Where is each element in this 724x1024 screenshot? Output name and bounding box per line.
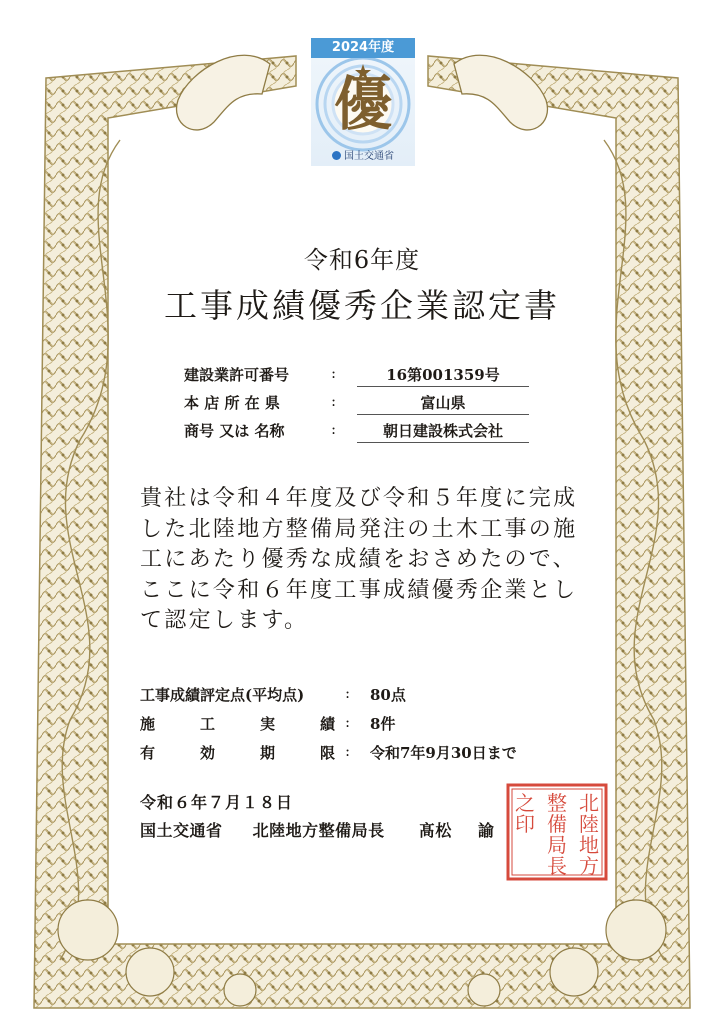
license-label: 建設業許可番号 (184, 366, 290, 384)
prefecture-value: 富山県 (420, 394, 466, 412)
body-line: ここに令和６年度工事成績優秀企業とし (140, 577, 578, 603)
colon: : (345, 742, 351, 760)
issue-date: 令和６年７月１８日 (140, 793, 294, 812)
colon: : (345, 684, 351, 702)
ministry-logo-icon (332, 151, 341, 160)
colon: : (345, 713, 351, 731)
seal-character: 陸 (579, 812, 599, 836)
validity-label-char: 期 (259, 744, 275, 762)
issuer-title: 北陸地方整備局長 (252, 821, 385, 840)
issuer (140, 818, 495, 841)
info-row-company (184, 416, 529, 444)
seal-character: 北 (579, 791, 599, 815)
prefecture-label: 本 店 所 在 県 (184, 394, 280, 412)
record-value: 8件 (370, 715, 396, 733)
record-label-char: 実 (259, 715, 275, 733)
detail-row-score (140, 680, 580, 709)
score-label: 工事成績評定点(平均点) (140, 686, 305, 704)
seal-character: 備 (547, 812, 567, 836)
colon: : (331, 420, 337, 438)
badge-character: 優 (333, 70, 392, 138)
award-badge (311, 38, 415, 166)
issuer-ministry: 国土交通省 (140, 821, 223, 840)
seal-character: 之 (515, 791, 535, 815)
badge-emblem (311, 58, 415, 166)
info-row-prefecture (184, 388, 529, 416)
score-value: 80点 (370, 686, 406, 704)
colon: : (331, 392, 337, 410)
detail-row-record (140, 709, 580, 738)
validity-label-char: 限 (319, 744, 335, 762)
info-row-license (184, 360, 529, 388)
certificate-body (140, 484, 600, 637)
body-line: 貴社は令和４年度及び令和５年度に完成 (140, 486, 578, 511)
license-number: 16第001359号 (386, 366, 500, 384)
validity-label (140, 742, 335, 763)
company-info (184, 360, 529, 444)
official-seal (505, 782, 609, 882)
seal-character: 長 (547, 854, 567, 878)
issuer-surname: 髙松 (418, 821, 452, 840)
underline (357, 386, 529, 387)
record-label-char: 施 (140, 715, 156, 733)
badge-ministry (311, 150, 415, 164)
evaluation-details (140, 680, 580, 767)
badge-ministry-text: 国土交通省 (344, 151, 394, 162)
company-label: 商号 又は 名称 (184, 422, 285, 440)
body-line: 工にあたり優秀な成績をおさめたので、 (140, 547, 577, 572)
underline (357, 442, 529, 443)
record-label (140, 713, 335, 734)
seal-character: 局 (547, 833, 567, 857)
record-label-char: 績 (319, 715, 335, 733)
company-name: 朝日建設株式会社 (382, 422, 503, 440)
validity-value: 令和7年9月30日まで (370, 744, 517, 762)
underline (357, 414, 529, 415)
detail-row-validity (140, 738, 580, 767)
validity-label-char: 効 (199, 744, 215, 762)
certificate-year: 令和6年度 (303, 246, 421, 274)
colon: : (331, 364, 337, 382)
seal-character: 整 (547, 791, 567, 815)
record-label-char: 工 (199, 715, 215, 733)
body-line: した北陸地方整備局発注の土木工事の施 (140, 516, 578, 542)
seal-character: 印 (515, 812, 535, 836)
badge-year: 2024年度 (311, 38, 415, 58)
seal-character: 地 (579, 833, 599, 857)
validity-label-char: 有 (140, 744, 156, 762)
body-line: て認定します。 (140, 608, 309, 633)
seal-character: 方 (579, 854, 599, 878)
issuer-given-name: 諭 (478, 821, 495, 840)
certificate-title: 工事成績優秀企業認定書 (164, 286, 560, 325)
